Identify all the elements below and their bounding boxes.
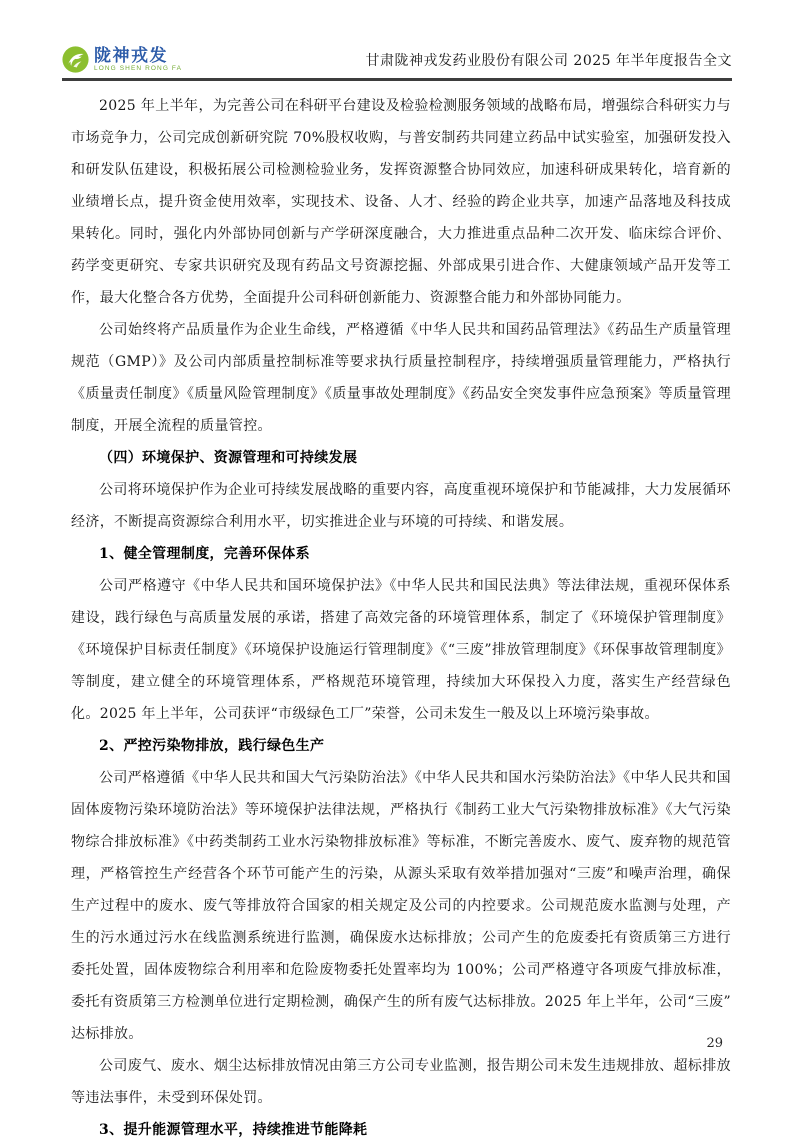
paragraph: 公司废气、废水、烟尘达标排放情况由第三方公司专业监测，报告期公司未发生违规排放、超标排放等违法事件，未受到环保处罚。 [71, 1058, 731, 1106]
paragraph: 公司始终将产品质量作为企业生命线，严格遵循《中华人民共和国药品管理法》《药品生产质量管理规范（GMP）》及公司内部质量控制标准等要求执行质量控制程序，持续增强质量管理能力，严格执行《质量责任制度》《质量风险管理制度》《质量事故处理制度》《药品安全突发事件应急预案》等质量管理制度，开展全流程的质量管控。 [71, 322, 731, 434]
subsection-heading-3: 3、提升能源管理水平，持续推进节能降耗 [99, 1122, 368, 1138]
company-logo-text [94, 47, 182, 73]
longshen-bird-logo-icon [62, 46, 89, 73]
paragraph: 公司将环境保护作为企业可持续发展战略的重要内容，高度重视环境保护和节能减排，大力发展循环经济，不断提高资源综合利用水平，切实推进企业与环境的可持续、和谐发展。 [71, 482, 731, 530]
company-name-en: LONG SHEN RONG FA [94, 64, 183, 72]
paragraph: 2025 年上半年，为完善公司在科研平台建设及检验检测服务领域的战略布局，增强综合科研实力与市场竞争力，公司完成创新研究院 70%股权收购，与普安制药共同建立药品中试实验室，加强研发投入和研发队伍建设，积极拓展公司检测检验业务，发挥资源整合协同效应，加速科研成果转化，培育新的业绩增长点，提升资金使用效率，实现技术、设备、人才、经验的跨企业共享，加速产品落地及科技成果转化。同时，强化内外部协同创新与产学研深度融合，大力推进重点品种二次开发、临床综合评价、药学变更研究、专家共识研究及现有药品文号资源挖掘、外部成果引进合作、大健康领域产品开发等工作，最大化整合各方优势，全面提升公司科研创新能力、资源整合能力和外部协同能力。 [71, 98, 731, 306]
company-logo [62, 46, 182, 73]
paragraph: 公司严格遵循《中华人民共和国大气污染防治法》《中华人民共和国水污染防治法》《中华人民共和国固体废物污染环境防治法》等环境保护法律法规，严格执行《制药工业大气污染物排放标准》《大气污染物综合排放标准》《中药类制药工业水污染物排放标准》等标准，不断完善废水、废气、废弃物的规范管理，严格管控生产经营各个环节可能产生的污染，从源头采取有效举措加强对“三废”和噪声治理，确保生产过程中的废水、废气等排放符合国家的相关规定及公司的内控要求。公司规范废水监测与处理，产生的污水通过污水在线监测系统进行监测，确保废水达标排放；公司产生的危废委托有资质第三方进行委托处置，固体废物综合利用率和危险废物委托处置率均为 100%；公司严格遵守各项废气排放标准，委托有资质第三方检测单位进行定期检测，确保产生的所有废气达标排放。2025 年上半年，公司“三废”达标排放。 [71, 770, 731, 1042]
section-heading-environment: （四）环境保护、资源管理和可持续发展 [99, 450, 358, 466]
page-header [62, 46, 732, 81]
report-body [71, 90, 731, 1146]
company-name-cn: 陇神戎发 [94, 45, 168, 65]
subsection-heading-2: 2、严控污染物排放，践行绿色生产 [99, 738, 325, 754]
page-number: 29 [706, 1036, 723, 1051]
report-header-title: 甘肃陇神戎发药业股份有限公司 2025 年半年度报告全文 [365, 53, 732, 69]
paragraph: 公司严格遵守《中华人民共和国环境保护法》《中华人民共和国民法典》等法律法规，重视环保体系建设，践行绿色与高质量发展的承诺，搭建了高效完备的环境管理体系，制定了《环境保护管理制度》《环境保护目标责任制度》《环境保护设施运行管理制度》《“三废”排放管理制度》《环保事故管理制度》等制度，建立健全的环境管理体系，严格规范环境管理，持续加大环保投入力度，落实生产经营绿色化。2025 年上半年，公司获评“市级绿色工厂”荣誉，公司未发生一般及以上环境污染事故。 [71, 578, 731, 722]
subsection-heading-1: 1、健全管理制度，完善环保体系 [99, 546, 310, 562]
